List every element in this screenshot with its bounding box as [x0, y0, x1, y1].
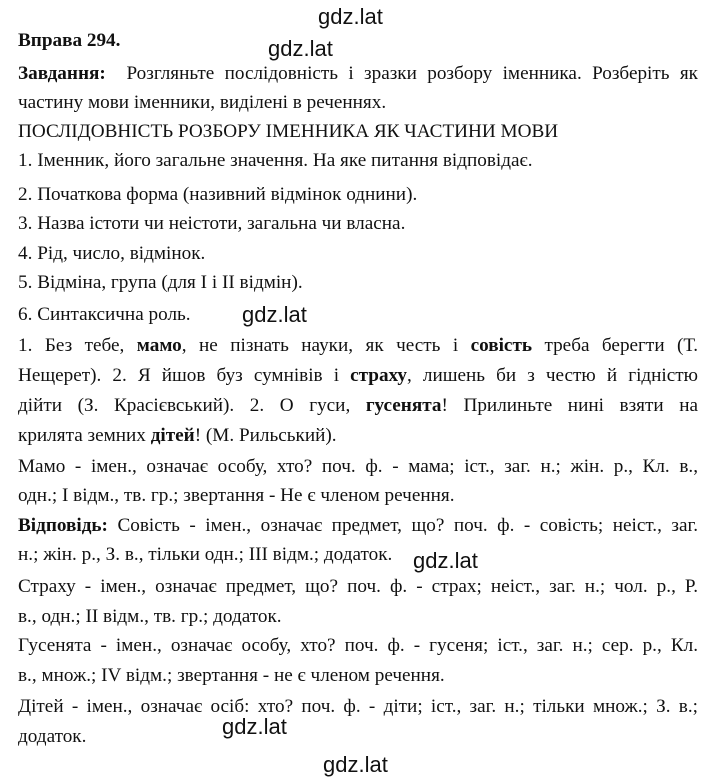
- task-text-1: Розгляньте послідовність і зразки розбору іменника. Розберіть як: [126, 63, 698, 84]
- answer-husenyata-line-2: в., множ.; IV відм.; звертання - не є членом речення.: [18, 665, 445, 686]
- sequence-title: ПОСЛІДОВНІСТЬ РОЗБОРУ ІМЕННИКА ЯК ЧАСТИНИ МОВИ: [18, 121, 559, 142]
- step-5: 5. Відміна, група (для І і ІІ відмін).: [18, 272, 303, 293]
- step-6: 6. Синтаксична роль.: [18, 304, 191, 325]
- answer-husenyata-line-1: Гусенята - імен., означає особу, хто? поч. ф. - гусеня; іст., заг. н.; сер. р., Кл.: [18, 635, 698, 656]
- step-3: 3. Назва істоти чи неістоти, загальна чи власна.: [18, 213, 406, 234]
- sentence-line-1: 1. Без тебе, мамо, не пізнать науки, як честь і совість треба берегти (Т.: [18, 335, 698, 356]
- sentence-line-3: дійти (З. Красієвський). 2. О гуси, гусенята! Прилиньте нині взяти на: [18, 395, 698, 416]
- task-label: Завдання:: [18, 63, 106, 84]
- task-line-1: [18, 60, 698, 89]
- answer-strakhu-line-1: Страху - імен., означає предмет, що? поч. ф. - страх; неіст., заг. н.; чол. р., Р.: [18, 576, 698, 597]
- answer-line-2: н.; жін. р., З. в., тільки одн.; ІІІ відм.; додаток.: [18, 544, 393, 565]
- step-1: 1. Іменник, його загальне значення. На яке питання відповідає.: [18, 150, 533, 171]
- step-2: 2. Початкова форма (називний відмінок однини).: [18, 184, 418, 205]
- answer-strakhu-line-2: в., одн.; ІІ відм., тв. гр.; додаток.: [18, 606, 282, 627]
- sentence-line-2: Нещерет). 2. Я йшов буз сумнівів і страху, лишень би з честю й гідністю: [18, 365, 698, 386]
- answer-ditei-line-1: Дітей - імен., означає осіб: хто? поч. ф. - діти; іст., заг. н.; тільки множ.; З. в.;: [18, 696, 698, 717]
- example-line-2: одн.; І відм., тв. гр.; звертання - Не є членом речення.: [18, 485, 455, 506]
- answer-label: Відповідь:: [18, 515, 108, 536]
- example-line-1: Мамо - імен., означає особу, хто? поч. ф. - мама; іст., заг. н.; жін. р., Кл. в.,: [18, 456, 698, 477]
- watermark-answer: gdz.lat: [413, 548, 478, 573]
- watermark-middle: gdz.lat: [242, 302, 307, 327]
- step-4: 4. Рід, число, відмінок.: [18, 243, 206, 264]
- exercise-heading: Вправа 294.: [18, 30, 121, 51]
- watermark-lower: gdz.lat: [222, 714, 287, 739]
- watermark-heading: gdz.lat: [268, 36, 333, 61]
- answer-line-1: Відповідь: Совість - імен., означає предмет, що? поч. ф. - совість; неіст., заг.: [18, 515, 698, 536]
- sentence-line-4: крилята земних дітей! (М. Рильський).: [18, 425, 337, 446]
- watermark-top: gdz.lat: [318, 4, 383, 29]
- task-line-2: частину мови іменники, виділені в реченнях.: [18, 92, 387, 113]
- answer-ditei-line-2: додаток.: [18, 726, 87, 747]
- watermark-bottom: gdz.lat: [323, 752, 388, 777]
